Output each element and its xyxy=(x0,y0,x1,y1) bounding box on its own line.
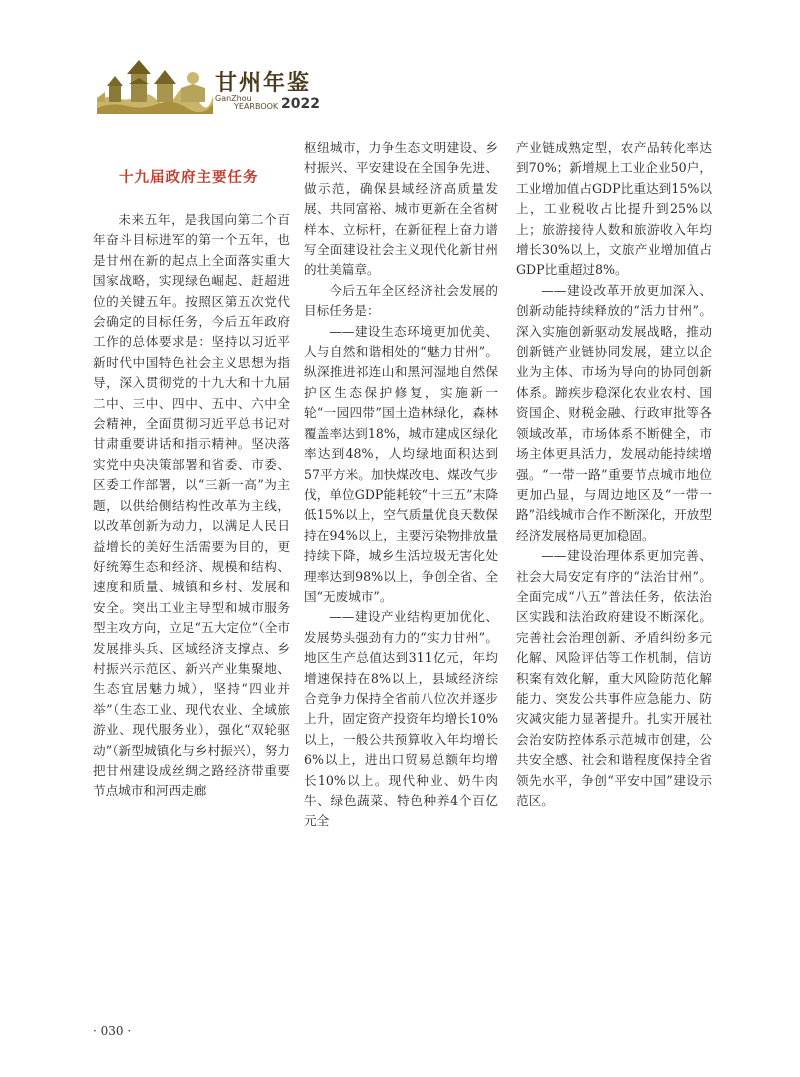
paragraph: ——建设改革开放更加深入、创新动能持续释放的“活力甘州”。深入实施创新驱动发展战略，推动创新链产业链协同发展，建立以企业为主体、市场为导向的协同创新体系。蹄疾步稳深化农业农村、国资国企、财税金融、行政审批等各领域改革，市场体系不断健全，市场主体更具活力，发展动能持续增强。“一带一路”重要节点城市地位更加凸显，与周边地区及“一带一路”沿线城市合作不断深化，开放型经济发展格局更加稳固。 xyxy=(516,282,712,543)
yearbook-title-en-line1: GanZhou xyxy=(215,94,252,103)
yearbook-title-en-line2: YEARBOOK xyxy=(234,102,279,111)
yearbook-year: 2022 xyxy=(281,96,320,112)
paragraph: ——建设治理体系更加完善、社会大局安定有序的“法治甘州”。全面完成“八五”普法任务，依法治区实践和法治政府建设不断深化。完善社会治理创新、矛盾纠纷多元化解、风险评估等工作机制，信访积案有效化解，重大风险防范化解能力、突发公共事件应急能力、防灾减灾能力显著提升。扎实开展社会治安防控体系示范城市创建，公共安全感、社会和谐程度保持全省领先水平，争创“平安中国”建设示范区。 xyxy=(516,548,712,808)
text-column-1 xyxy=(93,162,290,802)
paragraph: 产业链成熟定型，农产品转化率达到70%；新增规上工业企业50户，工业增加值占GDP比重达到15%以上，工业税收占比提升到25%以上；旅游接待人数和旅游收入年均增长30%以上，文旅产业增加值占GDP比重超过8%。 xyxy=(516,140,712,278)
section-title: 十九届政府主要任务 xyxy=(119,170,259,186)
page-number: · 030 · xyxy=(93,1024,132,1038)
yearbook-title-cn: 甘州年鉴 xyxy=(215,70,312,96)
paragraph: 枢纽城市，力争生态文明建设、乡村振兴、平安建设在全国争先进、做示范，确保县域经济高质量发展、共同富裕、城市更新在全省树样本、立标杆，在新征程上奋力谱写全面建设社会主义现代化新甘州的壮美篇章。 xyxy=(304,140,498,278)
yearbook-header xyxy=(97,58,337,114)
paragraph: ——建设产业结构更加优化、发展势头强劲有力的“实力甘州”。地区生产总值达到311亿元，年均增速保持在8%以上，县域经济综合竞争力保持全省前八位次并逐步上升，固定资产投资年均增长10%以上，一般公共预算收入年均增长6%以上，进出口贸易总额年均增长10%以上。现代种业、奶牛肉牛、绿色蔬菜、特色种养4个百亿元全 xyxy=(304,609,498,829)
yearbook-emblem-image xyxy=(97,58,213,114)
text-column-3 xyxy=(516,138,712,811)
paragraph: ——建设生态环境更加优美、人与自然和谐相处的“魅力甘州”。纵深推进祁连山和黑河湿地自然保护区生态保护修复，实施新一轮“一园四带”国土造林绿化，森林覆盖率达到18%，城市建成区绿化率达到48%，人均绿地面积达到57平方米。加快煤改电、煤改气步伐，单位GDP能耗较“十三五”末降低15%以上，空气质量优良天数保持在94%以上，主要污染物排放量持续下降，城乡生活垃圾无害化处理率达到98%以上，争创全省、全国“无废城市”。 xyxy=(304,323,498,604)
paragraph: 未来五年，是我国向第二个百年奋斗目标进军的第一个五年，也是甘州在新的起点上全面落实重大国家战略，实现绿色崛起、赶超进位的关键五年。按照区第五次党代会确定的目标任务，今后五年政府工作的总体要求是：坚持以习近平新时代中国特色社会主义思想为指导，深入贯彻党的十九大和十九届二中、三中、四中、五中、六中全会精神，全面贯彻习近平总书记对甘肃重要讲话和指示精神。坚决落实党中央决策部署和省委、市委、区委工作部署，以“三新一高”为主题，以供给侧结构性改革为主线，以改革创新为动力，以满足人民日益增长的美好生活需要为目的，更好统筹生态和经济、规模和结构、速度和质量、城镇和乡村、发展和安全。突出工业主导型和城市服务型主攻方向，立足“五大定位”（全市发展排头兵、区域经济支撑点、乡村振兴示范区、新兴产业集聚地、生态宜居魅力城），坚持“四业并举”（生态工业、现代农业、全域旅游业、现代服务业），强化“双轮驱动”（新型城镇化与乡村振兴），努力把甘州建设成丝绸之路经济带重要节点城市和河西走廊 xyxy=(93,212,290,799)
text-column-2 xyxy=(304,138,498,832)
paragraph: 今后五年全区经济社会发展的目标任务是： xyxy=(304,282,498,319)
